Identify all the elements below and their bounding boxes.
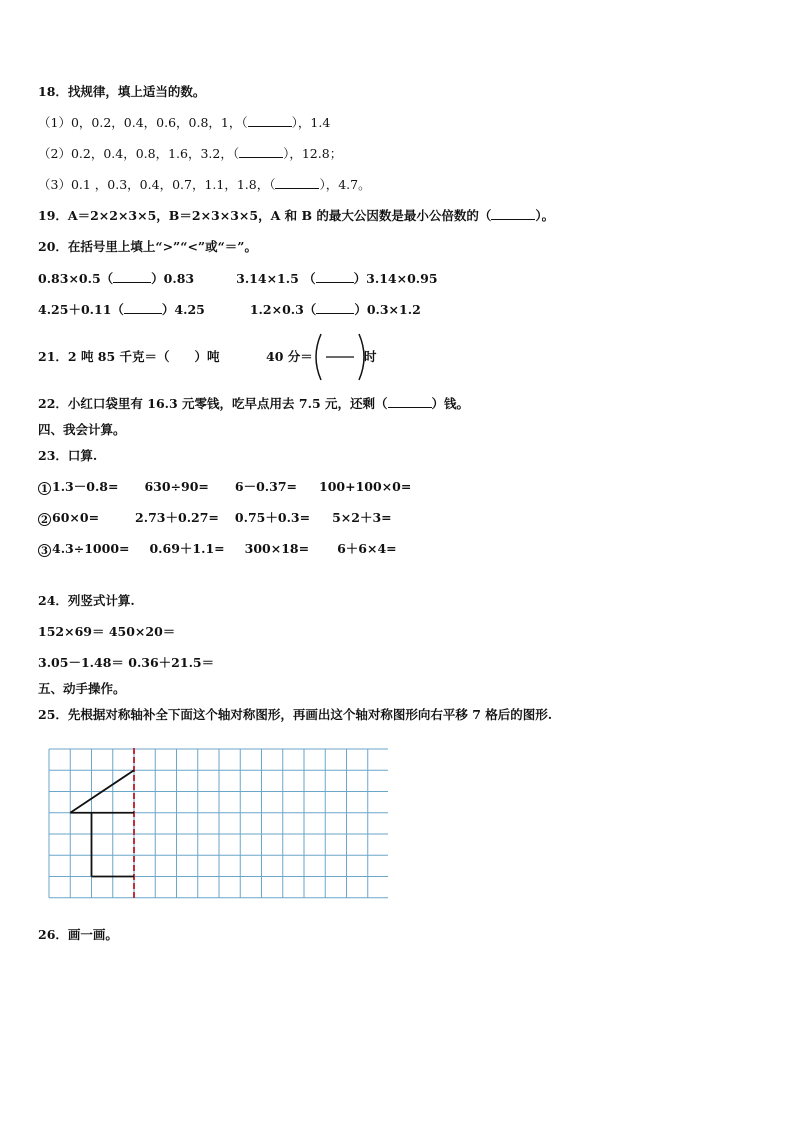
- q23-r1-c3: 6－0.37=: [234, 479, 298, 494]
- q18-line1-text-b: ），1.4: [291, 115, 331, 130]
- q23-r1-c1: 1.3－0.8=: [52, 479, 119, 494]
- q19-answer-blank[interactable]: [491, 208, 535, 220]
- q24-row2: 3.05－1.48＝ 0.36＋21.5＝: [38, 655, 215, 670]
- q23-r3-c2: 0.69＋1.1=: [149, 541, 225, 556]
- q18-line1-text-a: （1）0，0.2，0.4，0.6，0.8，1，（: [38, 115, 248, 130]
- q22: [38, 396, 469, 412]
- q23-circle-number-1: 1: [38, 482, 51, 495]
- q18-line1: [38, 115, 330, 131]
- q25-title: 25．先根据对称轴补全下面这个轴对称图形，再画出这个轴对称图形向右平移 7 格后的图形.: [38, 707, 553, 722]
- q23-r3-c4: 6＋6×4=: [337, 541, 397, 556]
- q20-r2-text-b: ）4.25: [161, 302, 205, 317]
- q20-r1-text-a: 0.83×0.5（: [38, 271, 114, 286]
- q24-title: 24．列竖式计算.: [38, 593, 135, 608]
- q18-line2-text-a: （2）0.2，0.4，0.8，1.6，3.2，（: [38, 146, 240, 161]
- q20-answer-1-blank[interactable]: [113, 271, 151, 283]
- q23-r2-c4: 5×2＋3=: [332, 510, 392, 525]
- q18-answer-3-blank[interactable]: [275, 177, 319, 189]
- q23-circle-number-2: 2: [38, 513, 51, 526]
- q19-text-a: 19．A＝2×2×3×5，B＝2×3×3×5，A 和 B 的最大公因数是最小公倍数的（: [38, 208, 492, 223]
- q23-r3-c3: 300×18=: [244, 541, 310, 556]
- q23-row1: [38, 479, 411, 495]
- q20-row2: [38, 302, 421, 318]
- q23-r1-c4: 100+100×0=: [319, 479, 412, 494]
- q24-row1: 152×69＝ 450×20＝: [38, 624, 176, 639]
- q18-title: 18．找规律，填上适当的数。: [38, 84, 206, 99]
- q20-title: 20．在括号里上填上“>”“<”或“＝”。: [38, 239, 257, 254]
- q22-text-a: 22．小红口袋里有 16.3 元零钱，吃早点用去 7.5 元，还剩（: [38, 396, 388, 411]
- q26-title: 26．画一画。: [38, 927, 118, 942]
- grid-lines: [49, 749, 388, 898]
- half-figure: [70, 770, 134, 876]
- q21-text-a: 21．2 吨 85 千克＝（ ）吨: [38, 349, 220, 364]
- q22-answer-blank[interactable]: [388, 396, 432, 408]
- q20-answer-3-blank[interactable]: [124, 302, 162, 314]
- q21-text-c: 时: [364, 349, 377, 364]
- q20-r2-text-c: 1.2×0.3（: [249, 302, 317, 317]
- q18-line3-text-b: ），4.7。: [319, 177, 371, 192]
- q18-answer-1-blank[interactable]: [248, 115, 292, 127]
- q20-r2-text-a: 4.25＋0.11（: [38, 302, 124, 317]
- q18-line2-text-b: ），12.8；: [283, 146, 343, 161]
- q18-line3-text-a: （3）0.1 ，0.3，0.4，0.7，1.1，1.8，（: [38, 177, 276, 192]
- q21-fraction-blank[interactable]: [312, 332, 368, 382]
- q20-row1: [38, 271, 438, 287]
- q25-drawing-grid[interactable]: [48, 748, 388, 902]
- q23-r2-c2: 2.73＋0.27=: [135, 510, 219, 525]
- q20-r2-text-d: ）0.3×1.2: [354, 302, 421, 317]
- q18-answer-2-blank[interactable]: [239, 146, 283, 158]
- q19-text-b: ）。: [535, 208, 555, 223]
- q20-r1-text-c: 3.14×1.5 （: [236, 271, 316, 286]
- q23-r3-c1: 4.3÷1000=: [52, 541, 130, 556]
- q20-r1-text-d: ）3.14×0.95: [353, 271, 438, 286]
- q23-r2-c1: 60×0=: [52, 510, 100, 525]
- q22-text-b: ）钱。: [431, 396, 470, 411]
- q20-answer-2-blank[interactable]: [316, 271, 354, 283]
- q23-circle-number-3: 3: [38, 544, 51, 557]
- q19: [38, 208, 554, 224]
- q23-r1-c2: 630÷90=: [144, 479, 209, 494]
- section-5-heading: 五、动手操作。: [38, 681, 126, 696]
- q18-line3: [38, 177, 371, 193]
- q23-title: 23．口算.: [38, 448, 98, 463]
- q20-r1-text-b: ）0.83: [151, 271, 195, 286]
- section-4-heading: 四、我会计算。: [38, 422, 126, 437]
- q21-text-b: 40 分＝: [266, 349, 313, 364]
- q20-answer-4-blank[interactable]: [316, 302, 354, 314]
- q23-row2: [38, 510, 392, 526]
- q23-r2-c3: 0.75＋0.3=: [234, 510, 311, 525]
- q23-row3: [38, 541, 397, 557]
- q18-line2: [38, 146, 342, 162]
